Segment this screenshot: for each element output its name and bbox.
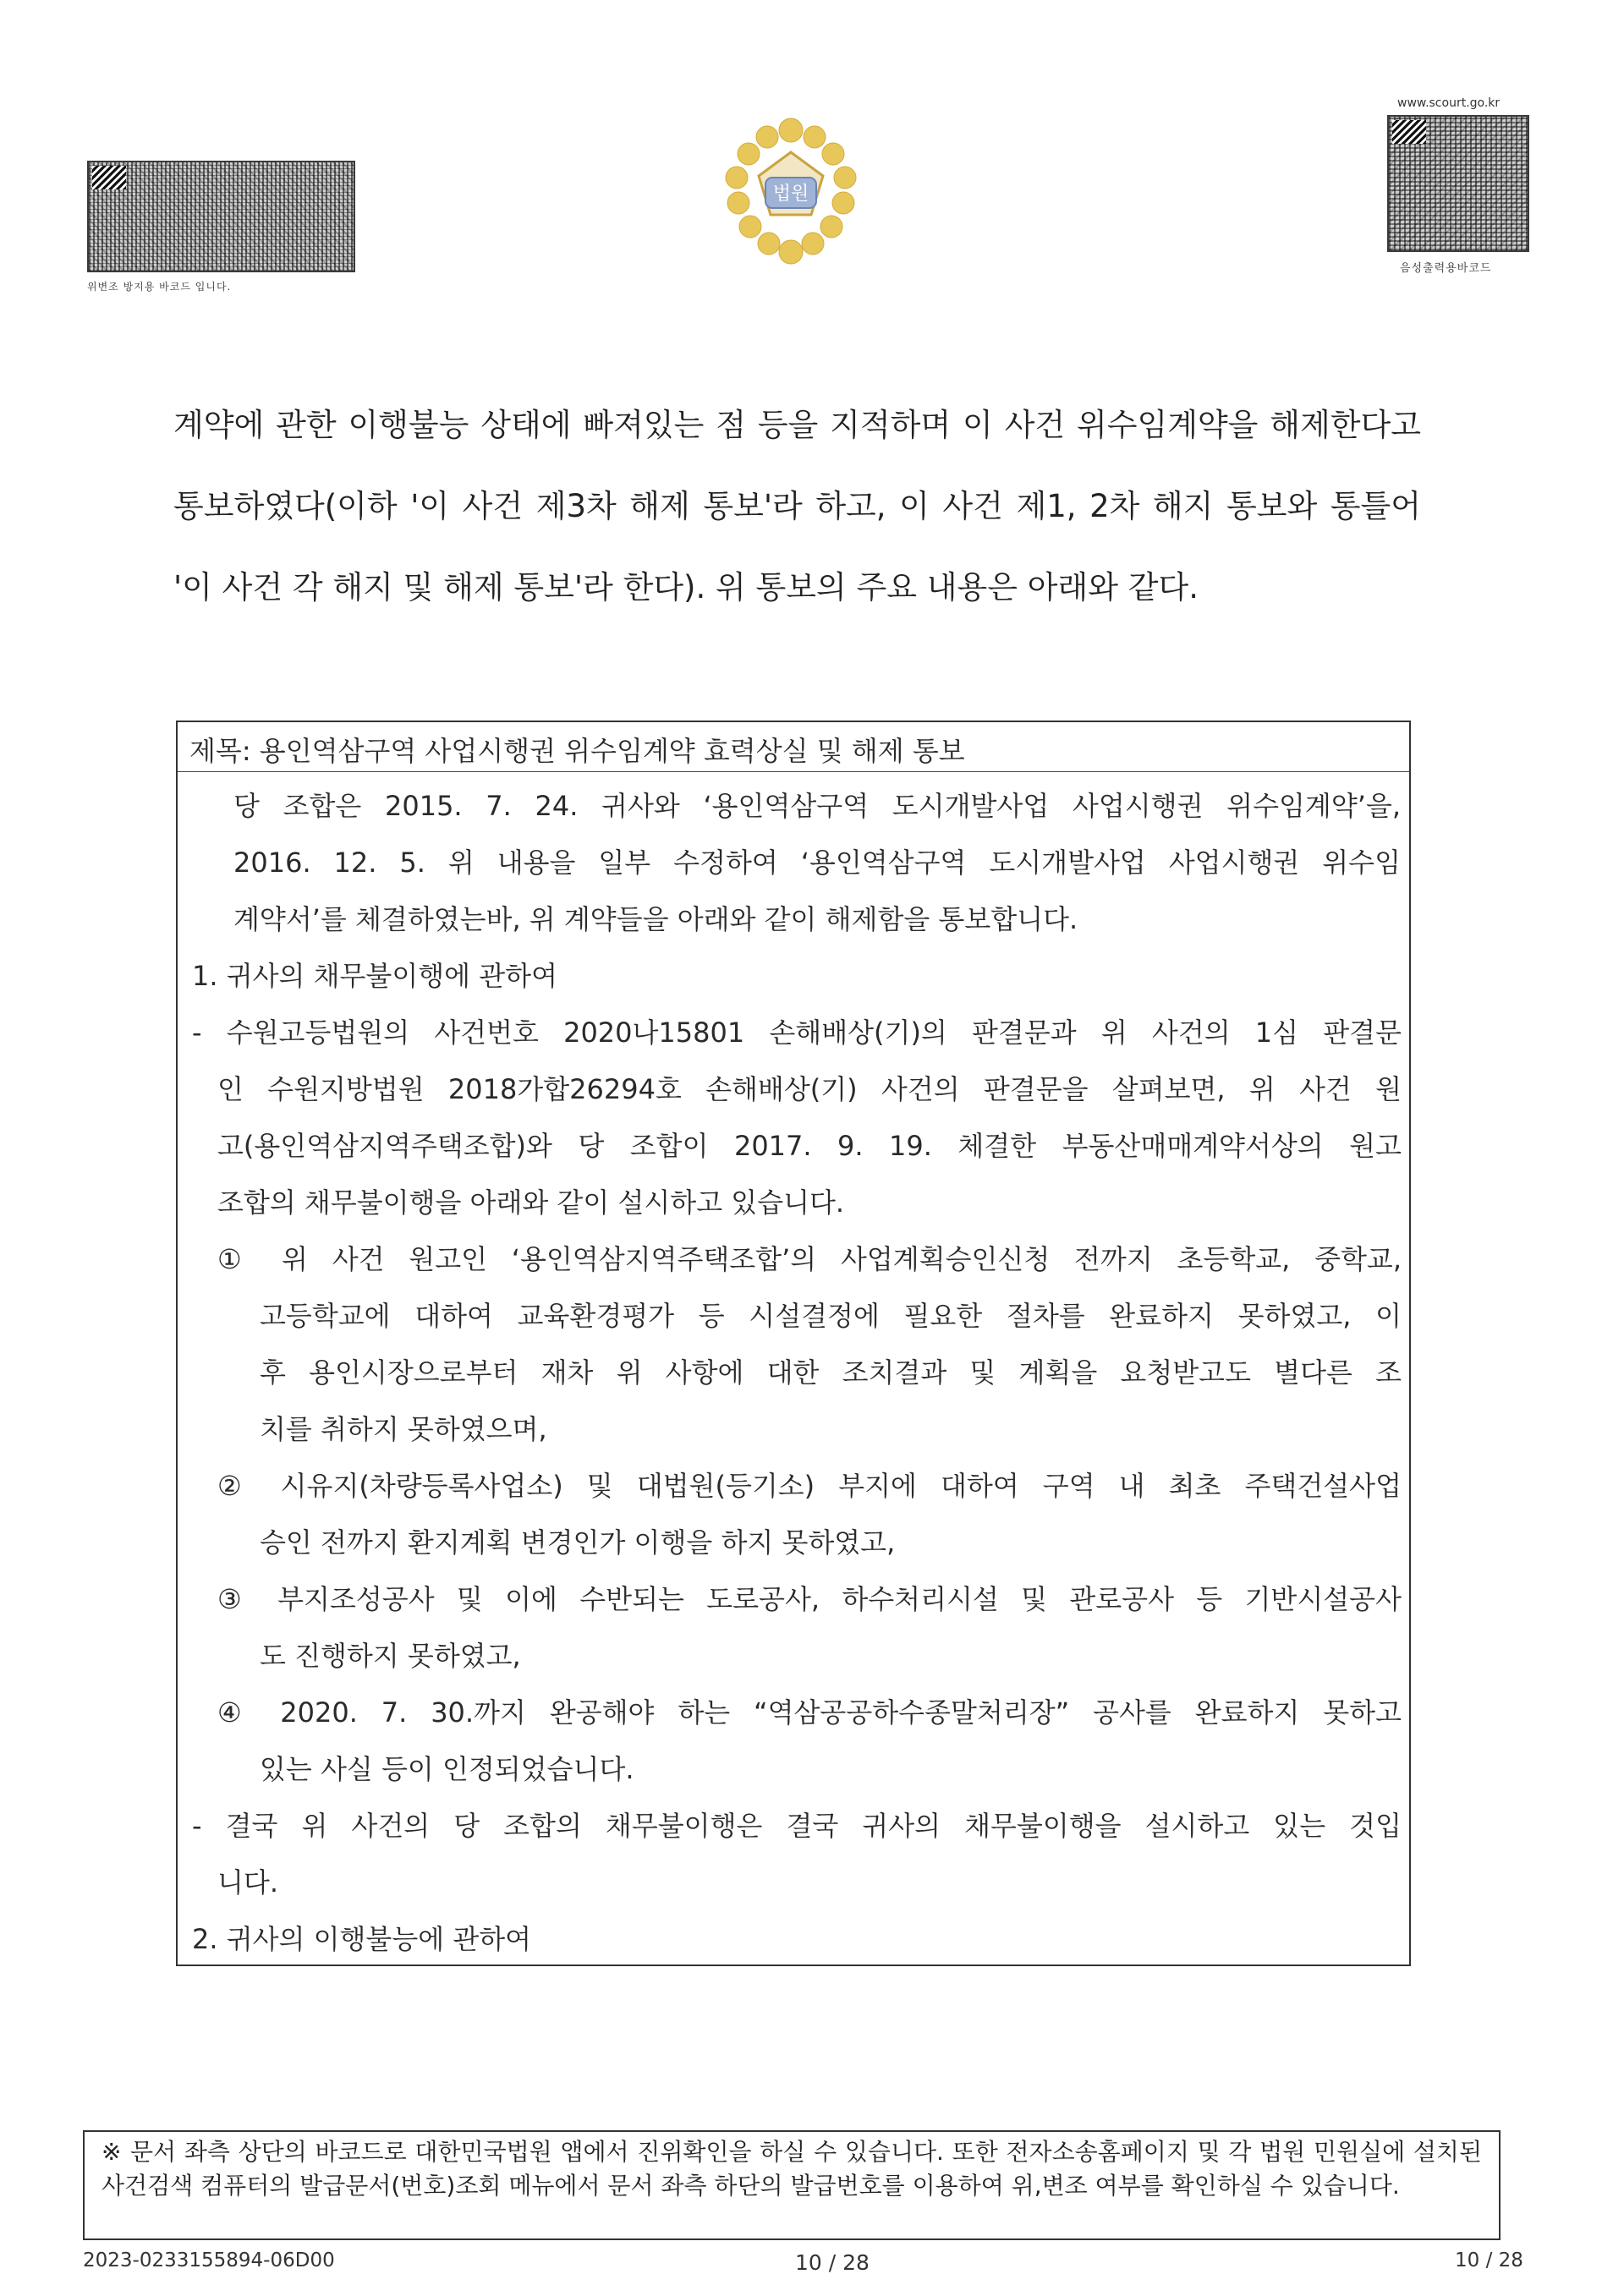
notice-line: 니다. — [217, 1866, 278, 1899]
notice-line: 2016. 12. 5. 위 내용을 일부 수정하여 ‘용인역삼구역 도시개발사업 사업시행권 위수임 — [233, 847, 1401, 879]
notice-list-item: ③ 부지조성공사 및 이에 수반되는 도로공사, 하수처리시설 및 관로공사 등 기반시설공사 — [217, 1583, 1402, 1615]
notice-line: 고등학교에 대하여 교육환경평가 등 시설결정에 필요한 절차를 완료하지 못하였고, 이 — [260, 1300, 1402, 1332]
right-barcode-caption: 음성출력용바코드 — [1400, 262, 1492, 275]
notice-line: 고(용인역삼지역주택조합)와 당 조합이 2017. 9. 19. 체결한 부동산매매계약서상의 원고 — [217, 1130, 1402, 1162]
court-site-url: www.scourt.go.kr — [1397, 96, 1501, 110]
notice-line: 계약서’를 체결하였는바, 위 계약들을 아래와 같이 해제함을 통보합니다. — [233, 903, 1078, 935]
notice-box — [176, 721, 1411, 1966]
page-number-right: 10 / 28 — [1455, 2249, 1523, 2271]
notice-line: 승인 전까지 환지계획 변경인가 이행을 하지 못하였고, — [260, 1526, 896, 1559]
barcode-corner-mark — [1392, 120, 1426, 144]
notice-line: - 결국 위 사건의 당 조합의 채무불이행은 결국 귀사의 채무불이행을 설시하고 있는 것입 — [192, 1810, 1402, 1842]
notice-line: 있는 사실 등이 인정되었습니다. — [260, 1753, 634, 1785]
voice-output-barcode — [1387, 115, 1529, 252]
body-paragraph: 계약에 관한 이행불능 상태에 빠져있는 점 등을 지적하며 이 사건 위수임계약을 해제한다고 통보하였다(이하 '이 사건 제3차 해제 통보'라 하고, 이 사건 제1, 2차 해지 통보와 통틀어 '이 사건 각 해지 및 해제 통보'라 한다). 위 통보의 주요 내용은 아래와 같다. — [173, 407, 1421, 606]
notice-line: 치를 취하지 못하였으며, — [260, 1413, 547, 1445]
page-number-center: 10 / 28 — [795, 2250, 870, 2275]
document-issue-number: 2023-0233155894-06D00 — [83, 2249, 335, 2271]
notice-list-item: ② 시유지(차량등록사업소) 및 대법원(등기소) 부지에 대하여 구역 내 최초 주택건설사업 — [217, 1470, 1402, 1502]
verification-notice: ※ 문서 좌측 상단의 바코드로 대한민국법원 앱에서 진위확인을 하실 수 있습니다. 또한 전자소송홈페이지 및 각 법원 민원실에 설치된 사건검색 컴퓨터의 발급문서(번호)조회 메뉴에서 문서 좌측 하단의 발급번호를 이용하여 위,변조 여부를 확인하실 수 있습니다. — [83, 2130, 1501, 2240]
notice-list-item: ④ 2020. 7. 30.까지 완공해야 하는 “역삼공공하수종말처리장” 공사를 완료하지 못하고 — [217, 1696, 1402, 1729]
notice-line: 조합의 채무불이행을 아래와 같이 설시하고 있습니다. — [217, 1186, 845, 1219]
barcode-corner-mark — [92, 166, 126, 189]
seal-text: 법원 — [772, 184, 809, 205]
notice-title: 제목: 용인역삼구역 사업시행권 위수임계약 효력상실 및 해제 통보 — [189, 735, 965, 767]
notice-title-divider — [178, 771, 1409, 772]
notice-line: 인 수원지방법원 2018가합26294호 손해배상(기) 사건의 판결문을 살펴보면, 위 사건 원 — [217, 1073, 1402, 1105]
notice-line: - 수원고등법원의 사건번호 2020나15801 손해배상(기)의 판결문과 위 사건의 1심 판결문 — [192, 1016, 1402, 1049]
left-barcode-caption: 위변조 방지용 바코드 입니다. — [87, 281, 232, 293]
notice-section-heading: 2. 귀사의 이행불능에 관하여 — [192, 1923, 532, 1955]
notice-list-item: ① 위 사건 원고인 ‘용인역삼지역주택조합’의 사업계획승인신청 전까지 초등학교, 중학교, — [217, 1243, 1402, 1275]
notice-line: 후 용인시장으로부터 재차 위 사항에 대한 조치결과 및 계획을 요청받고도 별다른 조 — [260, 1356, 1402, 1389]
notice-line: 당 조합은 2015. 7. 24. 귀사와 ‘용인역삼구역 도시개발사업 사업시행권 위수임계약’을, — [233, 790, 1401, 822]
court-seal-emblem — [715, 112, 867, 268]
notice-section-heading: 1. 귀사의 채무불이행에 관하여 — [192, 960, 557, 992]
notice-line: 도 진행하지 못하였고, — [260, 1640, 521, 1672]
forgery-prevention-barcode — [87, 161, 355, 272]
